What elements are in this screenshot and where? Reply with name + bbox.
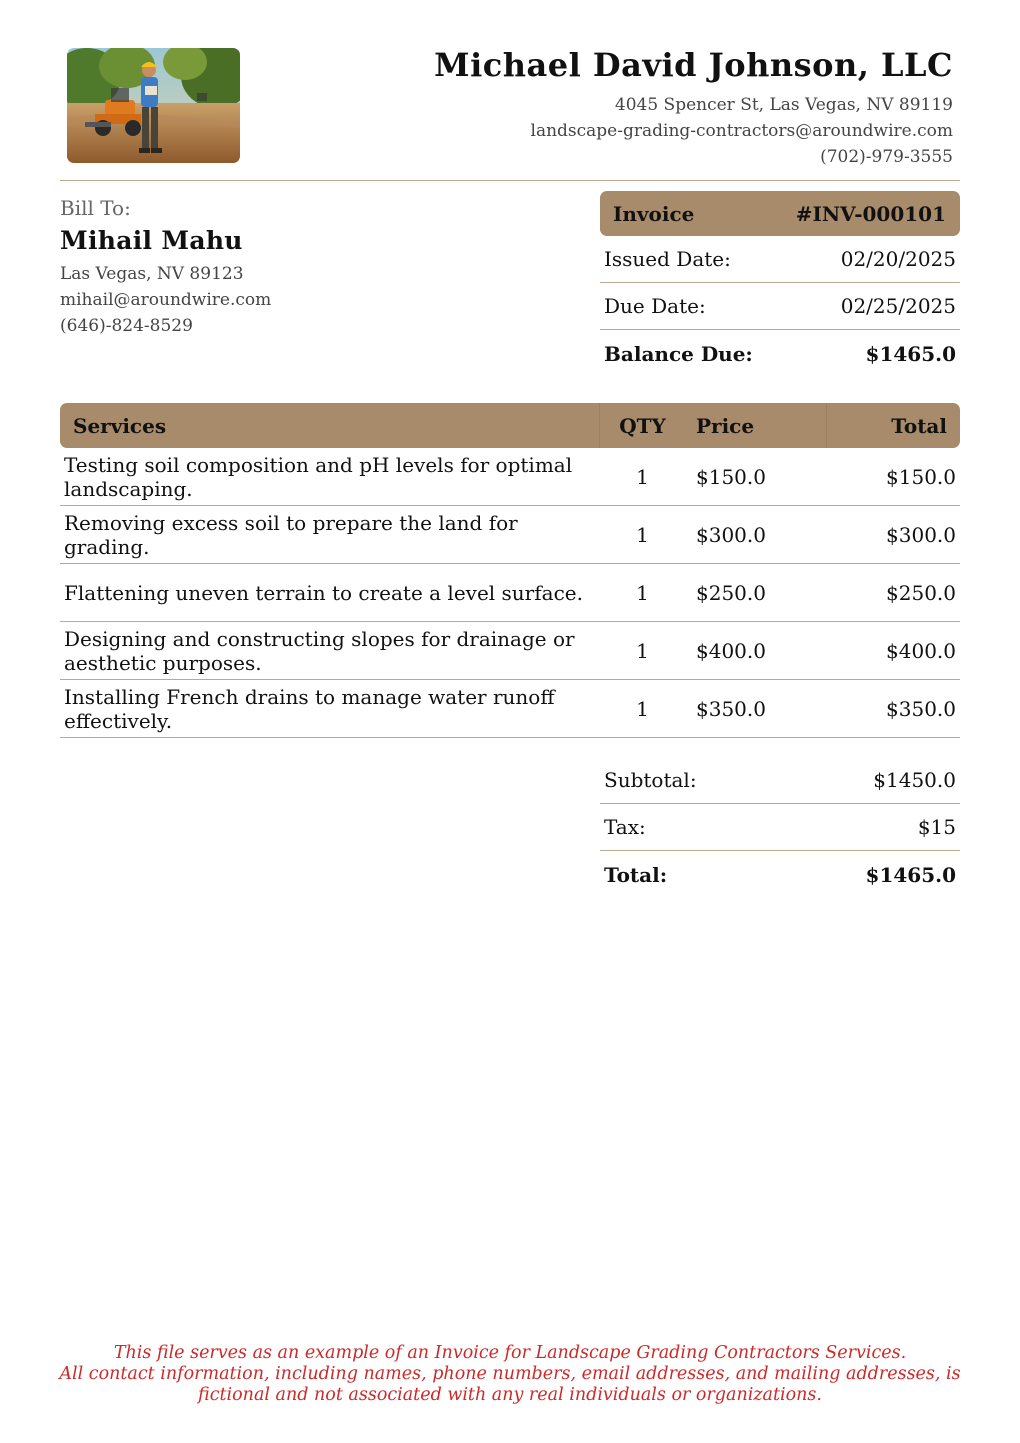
invoice-header-bar [600, 191, 960, 236]
bill-to-section [60, 196, 271, 339]
table-row [60, 564, 960, 622]
header-qty: QTY [619, 413, 666, 438]
company-info [434, 46, 953, 170]
tax-row [600, 804, 960, 851]
bill-to-label: Bill To: [60, 196, 131, 220]
subtotal-value: $1450.0 [873, 768, 956, 792]
invoice-meta [600, 191, 960, 377]
company-address: 4045 Spencer St, Las Vegas, NV 89119 [614, 95, 953, 115]
row-qty: 1 [636, 696, 649, 721]
services-table [60, 403, 960, 738]
row-qty: 1 [636, 638, 649, 663]
issued-date-label: Issued Date: [604, 247, 731, 271]
row-total: $250.0 [886, 580, 956, 605]
header-services: Services [73, 413, 167, 438]
header-divider [60, 180, 960, 181]
row-service: Removing excess soil to prepare the land for grading. [64, 510, 518, 559]
disclaimer-line: All contact information, including names, phone numbers, email addresses, and mailing addresses, is [59, 1364, 961, 1384]
company-email: landscape-grading-contractors@aroundwire.com [530, 121, 953, 141]
row-price: $300.0 [696, 522, 766, 547]
due-date-label: Due Date: [604, 294, 706, 318]
subtotal-row [600, 757, 960, 804]
header-price: Price [696, 413, 755, 438]
row-price: $400.0 [696, 638, 766, 663]
row-total: $400.0 [886, 638, 956, 663]
row-service: Designing and constructing slopes for drainage or aesthetic purposes. [64, 626, 575, 675]
row-total: $300.0 [886, 522, 956, 547]
invoice-label: Invoice [613, 201, 695, 226]
row-price: $250.0 [696, 580, 766, 605]
invoice-number: #INV-000101 [795, 201, 946, 226]
client-email: mihail@aroundwire.com [60, 290, 272, 310]
header-total: Total [891, 413, 947, 438]
row-qty: 1 [636, 522, 649, 547]
disclaimer-line: fictional and not associated with any real individuals or organizations. [198, 1385, 822, 1405]
table-header [60, 403, 960, 448]
disclaimer-footer [0, 1343, 1020, 1406]
table-row [60, 448, 960, 506]
contractor-with-grader-photo [67, 48, 240, 163]
issued-date-row [600, 236, 960, 283]
total-label: Total: [604, 862, 668, 887]
row-qty: 1 [636, 464, 649, 489]
company-logo-image [67, 48, 240, 163]
header-separator [826, 403, 827, 448]
tax-value: $15 [917, 815, 956, 839]
row-total: $350.0 [886, 696, 956, 721]
disclaimer-line: This file serves as an example of an Invoice for Landscape Grading Contractors Services. [113, 1343, 907, 1363]
due-date-row [600, 283, 960, 330]
subtotal-label: Subtotal: [604, 768, 697, 792]
table-row [60, 680, 960, 738]
balance-due-label: Balance Due: [604, 341, 753, 366]
row-service: Installing French drains to manage water runoff effectively. [64, 684, 555, 733]
row-service: Testing soil composition and pH levels for optimal landscaping. [64, 452, 573, 501]
total-value: $1465.0 [865, 862, 956, 887]
row-service: Flattening uneven terrain to create a level surface. [64, 580, 583, 605]
client-name: Mihail Mahu [60, 226, 243, 255]
balance-due-row [600, 330, 960, 377]
row-price: $150.0 [696, 464, 766, 489]
client-address: Las Vegas, NV 89123 [60, 264, 244, 284]
header-separator [599, 403, 600, 448]
issued-date-value: 02/20/2025 [840, 247, 956, 271]
row-qty: 1 [636, 580, 649, 605]
company-phone: (702)-979-3555 [820, 147, 953, 167]
tax-label: Tax: [604, 815, 646, 839]
total-row [600, 851, 960, 898]
company-name: Michael David Johnson, LLC [434, 46, 953, 84]
totals-section [600, 757, 960, 898]
due-date-value: 02/25/2025 [840, 294, 956, 318]
balance-due-value: $1465.0 [865, 341, 956, 366]
row-total: $150.0 [886, 464, 956, 489]
table-row [60, 622, 960, 680]
row-price: $350.0 [696, 696, 766, 721]
table-row [60, 506, 960, 564]
client-phone: (646)-824-8529 [60, 316, 193, 336]
